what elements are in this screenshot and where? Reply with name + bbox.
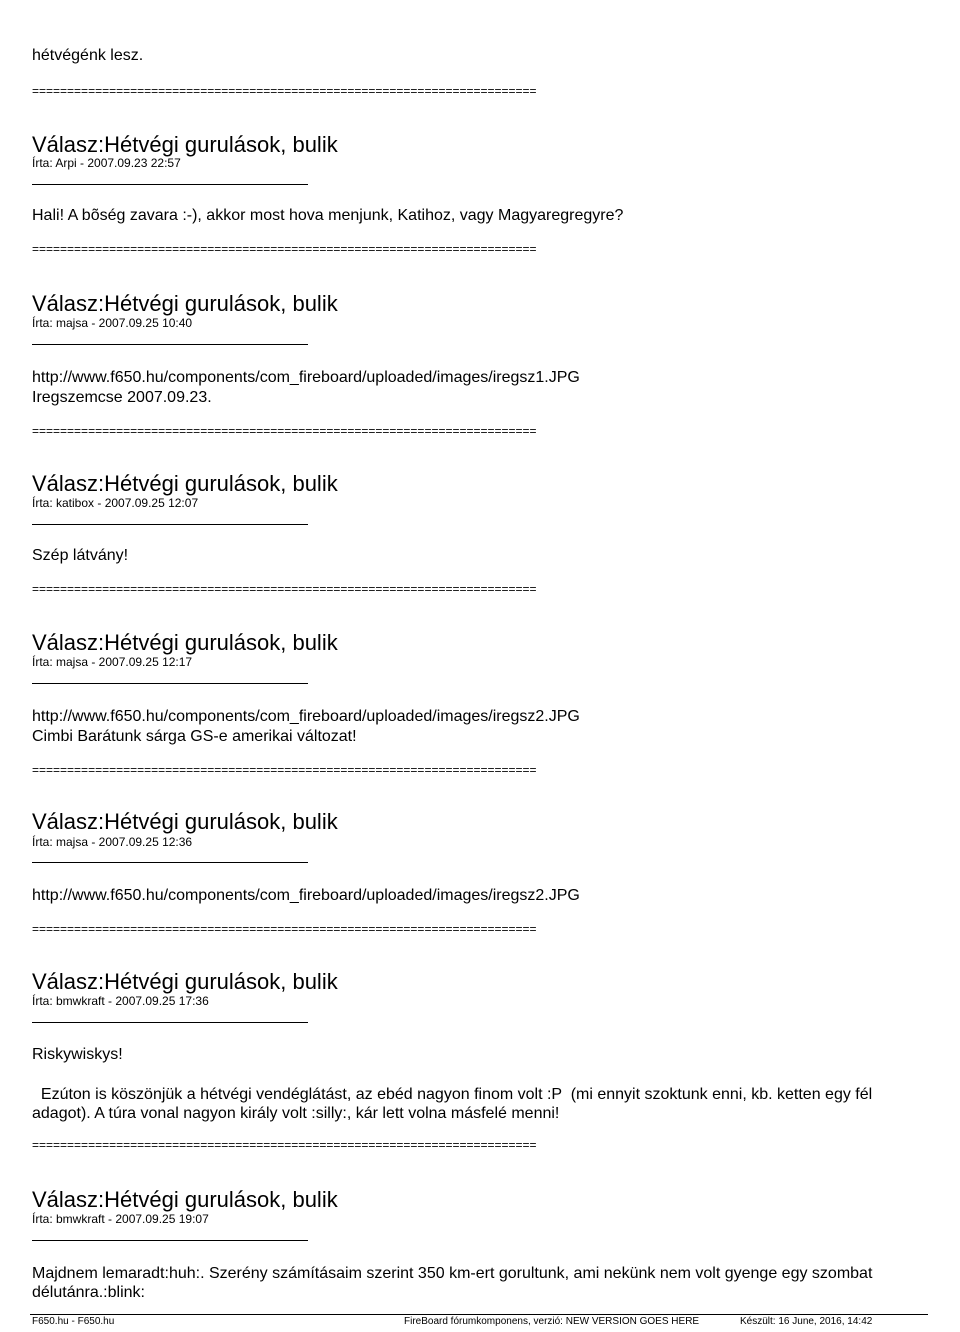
post-title: Válasz:Hétvégi gurulások, bulik xyxy=(32,291,338,316)
divider xyxy=(32,862,308,863)
separator: ======================================================================== xyxy=(32,922,537,936)
post-meta: Írta: majsa - 2007.09.25 12:36 xyxy=(32,835,193,849)
separator: ======================================================================== xyxy=(32,424,537,438)
post-meta: Írta: majsa - 2007.09.25 10:40 xyxy=(32,316,193,330)
post-meta: Írta: Arpi - 2007.09.23 22:57 xyxy=(32,156,181,170)
divider xyxy=(32,524,308,525)
post-link[interactable]: http://www.f650.hu/components/com_fireboard/uploaded/images/iregsz2.JPG xyxy=(32,887,580,904)
post-body-text: Szép látvány! xyxy=(32,547,129,564)
divider xyxy=(32,344,308,345)
footer-version: FireBoard fórumkomponens, verzió: NEW VERSION GOES HERE xyxy=(404,1316,700,1327)
post-meta: Írta: majsa - 2007.09.25 12:17 xyxy=(32,655,193,669)
divider xyxy=(32,1022,308,1023)
post-title: Válasz:Hétvégi gurulások, bulik xyxy=(32,630,338,655)
divider xyxy=(32,1240,308,1241)
footer-site: F650.hu - F650.hu xyxy=(32,1316,115,1327)
post-meta: Írta: katibox - 2007.09.25 12:07 xyxy=(32,496,199,510)
post-body-text: Riskywiskys! xyxy=(32,1046,123,1063)
post-title: Válasz:Hétvégi gurulások, bulik xyxy=(32,1187,338,1212)
post-link[interactable]: http://www.f650.hu/components/com_fireboard/uploaded/images/iregsz2.JPG xyxy=(32,708,580,725)
separator: ======================================================================== xyxy=(32,582,537,596)
post-title: Válasz:Hétvégi gurulások, bulik xyxy=(32,132,338,157)
post-meta: Írta: bmwkraft - 2007.09.25 19:07 xyxy=(32,1212,209,1226)
post-body-text: hétvégénk lesz. xyxy=(32,47,144,64)
divider xyxy=(32,683,308,684)
post-meta: Írta: bmwkraft - 2007.09.25 17:36 xyxy=(32,994,209,1008)
separator: ======================================================================== xyxy=(32,84,537,98)
separator: ======================================================================== xyxy=(32,242,537,256)
post-body-text: Hali! A bõség zavara :-), akkor most hova menjunk, Katihoz, vagy Magyaregregyre? xyxy=(32,207,624,224)
post-body-text: Iregszemcse 2007.09.23. xyxy=(32,389,212,406)
post-body-text: Majdnem lemaradt:huh:. Szerény számításaim szerint 350 km-ert gorultunk, ami nekünk nem volt gyenge egy szombat délutánra.:blink: xyxy=(32,1265,873,1301)
footer-generated: Készült: 16 June, 2016, 14:42 xyxy=(740,1316,873,1327)
post-title: Válasz:Hétvégi gurulások, bulik xyxy=(32,969,338,994)
post-title: Válasz:Hétvégi gurulások, bulik xyxy=(32,809,338,834)
post-link[interactable]: http://www.f650.hu/components/com_fireboard/uploaded/images/iregsz1.JPG xyxy=(32,369,580,386)
post-body-text: Cimbi Barátunk sárga GS-e amerikai változat! xyxy=(32,728,357,745)
post-title: Válasz:Hétvégi gurulások, bulik xyxy=(32,471,338,496)
post-body-text: Ezúton is köszönjük a hétvégi vendéglátást, az ebéd nagyon finom volt :P (mi ennyit szoktunk enni, kb. ketten egy fél adagot). A túra vonal nagyon király volt :silly:, kár lett volna másfelé menni! xyxy=(32,1086,877,1122)
separator: ======================================================================== xyxy=(32,763,537,777)
footer-divider xyxy=(30,1314,928,1315)
separator: ======================================================================== xyxy=(32,1138,537,1152)
divider xyxy=(32,184,308,185)
